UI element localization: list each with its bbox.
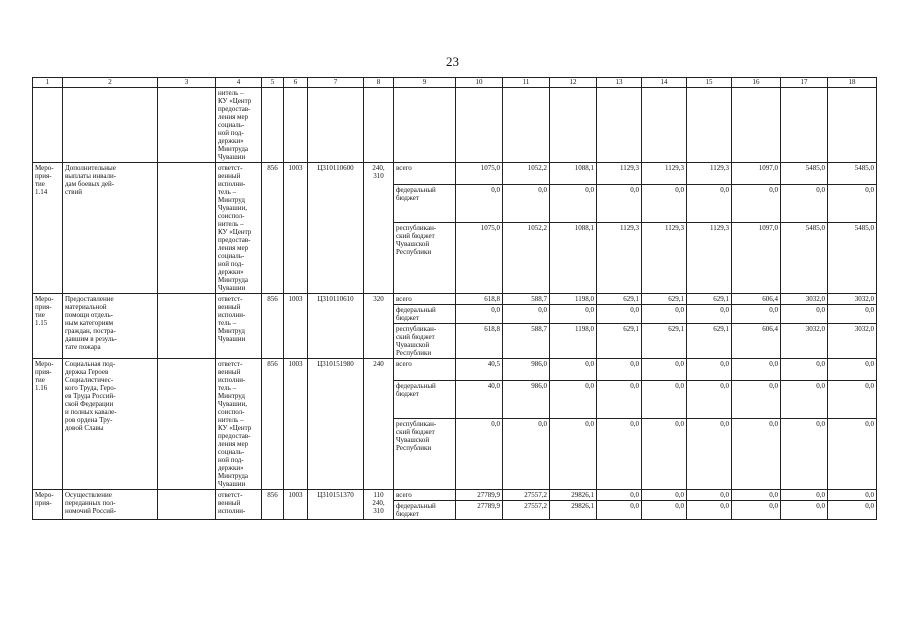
header-cell: 3 (158, 78, 216, 88)
header-cell: 5 (262, 78, 284, 88)
amount-cell: 27557,2 (503, 490, 550, 501)
amount-cell: 1129,3 (642, 223, 687, 294)
amount-cell: 0,0 (828, 419, 877, 490)
grbs-code: 856 (262, 490, 284, 520)
amount-cell: 629,1 (687, 324, 732, 359)
amount-cell: 0,0 (732, 419, 781, 490)
empty-cell (364, 88, 394, 163)
amount-cell: 27557,2 (503, 501, 550, 520)
rzpr-code: 1003 (284, 163, 308, 294)
amount-cell: 0,0 (828, 501, 877, 520)
amount-cell: 27789,9 (456, 490, 503, 501)
rzpr-code: 1003 (284, 294, 308, 359)
amount-cell: 3032,0 (781, 294, 828, 305)
amount-cell: 0,0 (550, 185, 597, 223)
amount-cell: 629,1 (642, 294, 687, 305)
funding-source: федеральный бюджет (394, 381, 456, 419)
amount-cell: 5485,0 (828, 163, 877, 185)
amount-cell: 1052,2 (503, 163, 550, 185)
header-cell: 13 (597, 78, 642, 88)
amount-cell: 0,0 (687, 185, 732, 223)
carry-over-row (33, 88, 877, 163)
funding-source: всего (394, 490, 456, 501)
header-cell: 10 (456, 78, 503, 88)
amount-cell: 0,0 (828, 381, 877, 419)
amount-cell: 0,0 (732, 490, 781, 501)
funding-source: федеральный бюджет (394, 305, 456, 324)
table-row (33, 294, 877, 305)
amount-cell: 0,0 (687, 381, 732, 419)
funding-source: всего (394, 294, 456, 305)
amount-cell: 0,0 (828, 305, 877, 324)
header-cell: 8 (364, 78, 394, 88)
csr-code: Ц310110610 (308, 294, 364, 359)
measure-name: Социальная под- держка Героев Социалистичес- кого Труда, Геро- ев Труда Россий- ской Федерации и полных кавале- ров ордена Тру- довой Славы (63, 359, 158, 490)
measure-label: Меро- прия- (33, 490, 63, 520)
amount-cell: 0,0 (687, 501, 732, 520)
amount-cell: 29826,1 (550, 490, 597, 501)
executor-cell: ответст- венный исполни- тель – Минтруд Чувашии, соиспол- нитель – КУ «Центр предостав- ления мер социаль- ной под- держки» Минтруда Чувашии (216, 163, 262, 294)
amount-cell: 3032,0 (828, 324, 877, 359)
amount-cell: 0,0 (732, 501, 781, 520)
header-cell: 11 (503, 78, 550, 88)
amount-cell: 0,0 (642, 501, 687, 520)
amount-cell: 1198,0 (550, 324, 597, 359)
rzpr-code: 1003 (284, 359, 308, 490)
amount-cell: 0,0 (687, 305, 732, 324)
amount-cell: 0,0 (642, 490, 687, 501)
amount-cell: 1075,0 (456, 163, 503, 185)
empty-cell (781, 88, 828, 163)
amount-cell: 1129,3 (687, 223, 732, 294)
header-cell: 17 (781, 78, 828, 88)
amount-cell: 0,0 (503, 305, 550, 324)
amount-cell: 0,0 (687, 359, 732, 381)
funding-source: республикан- ский бюджет Чувашской Республики (394, 223, 456, 294)
amount-cell: 1075,0 (456, 223, 503, 294)
amount-cell: 0,0 (550, 305, 597, 324)
executor-cell: ответст- венный исполни- (216, 490, 262, 520)
vr-code: 320 (364, 294, 394, 359)
executor-cell: ответст- венный исполни- тель – Минтруд Чувашии, соиспол- нитель – КУ «Центр предостав- ления мер социаль- ной под- держки» Минтруда Чувашии (216, 359, 262, 490)
amount-cell: 0,0 (732, 305, 781, 324)
amount-cell: 629,1 (597, 324, 642, 359)
amount-cell: 1129,3 (642, 163, 687, 185)
vr-code: 240 (364, 359, 394, 490)
amount-cell: 0,0 (597, 359, 642, 381)
amount-cell: 0,0 (642, 419, 687, 490)
amount-cell: 629,1 (597, 294, 642, 305)
amount-cell: 0,0 (550, 419, 597, 490)
amount-cell: 0,0 (597, 419, 642, 490)
empty-cell (456, 88, 503, 163)
amount-cell: 5485,0 (781, 223, 828, 294)
amount-cell: 0,0 (732, 359, 781, 381)
amount-cell: 0,0 (503, 185, 550, 223)
funding-source: республикан- ский бюджет Чувашской Республики (394, 324, 456, 359)
measure-name: Дополнительные выплаты инвали- дам боевых дей- ствий (63, 163, 158, 294)
amount-cell: 629,1 (642, 324, 687, 359)
amount-cell: 1052,2 (503, 223, 550, 294)
amount-cell: 0,0 (781, 305, 828, 324)
grbs-code: 856 (262, 359, 284, 490)
empty-cell (63, 88, 158, 163)
measure-name: Предоставление материальной помощи отдель- ным категориям граждан, постра- давшим в резуль- тате пожара (63, 294, 158, 359)
header-cell: 6 (284, 78, 308, 88)
empty-cell (828, 88, 877, 163)
header-cell: 9 (394, 78, 456, 88)
amount-cell: 1129,3 (597, 163, 642, 185)
amount-cell: 0,0 (828, 359, 877, 381)
header-cell: 12 (550, 78, 597, 88)
measure-name: Осуществление переданных пол- номочий Россий- (63, 490, 158, 520)
empty-cell (158, 88, 216, 163)
amount-cell: 40,5 (456, 359, 503, 381)
executor-cell: ответст- венный исполни- тель – Минтруд Чувашии (216, 294, 262, 359)
amount-cell: 0,0 (550, 359, 597, 381)
amount-cell: 1129,3 (687, 163, 732, 185)
header-cell: 18 (828, 78, 877, 88)
grbs-code: 856 (262, 163, 284, 294)
rzpr-code: 1003 (284, 490, 308, 520)
amount-cell: 606,4 (732, 324, 781, 359)
empty-cell (503, 88, 550, 163)
empty-cell (284, 88, 308, 163)
amount-cell: 0,0 (732, 185, 781, 223)
amount-cell: 0,0 (781, 419, 828, 490)
header-cell: 14 (642, 78, 687, 88)
empty-cell (394, 88, 456, 163)
empty-cell (732, 88, 781, 163)
amount-cell: 0,0 (781, 359, 828, 381)
amount-cell: 0,0 (642, 359, 687, 381)
amount-cell: 606,4 (732, 294, 781, 305)
amount-cell: 5485,0 (828, 223, 877, 294)
amount-cell: 5485,0 (781, 163, 828, 185)
amount-cell: 0,0 (642, 305, 687, 324)
amount-cell: 0,0 (642, 381, 687, 419)
amount-cell: 0,0 (456, 185, 503, 223)
amount-cell: 0,0 (456, 419, 503, 490)
amount-cell: 0,0 (781, 490, 828, 501)
measure-label: Меро- прия- тие 1.16 (33, 359, 63, 490)
header-cell: 2 (63, 78, 158, 88)
empty-cell (158, 490, 216, 520)
header-cell: 4 (216, 78, 262, 88)
empty-cell (550, 88, 597, 163)
amount-cell: 986,0 (503, 381, 550, 419)
empty-cell (158, 163, 216, 294)
funding-source: федеральный бюджет (394, 501, 456, 520)
header-cell: 1 (33, 78, 63, 88)
table-row (33, 490, 877, 501)
funding-source: всего (394, 359, 456, 381)
amount-cell: 588,7 (503, 294, 550, 305)
amount-cell: 986,0 (503, 359, 550, 381)
csr-code: Ц310151370 (308, 490, 364, 520)
empty-cell (687, 88, 732, 163)
amount-cell: 0,0 (781, 185, 828, 223)
amount-cell: 0,0 (597, 381, 642, 419)
csr-code: Ц310110600 (308, 163, 364, 294)
amount-cell: 1198,0 (550, 294, 597, 305)
empty-cell (158, 359, 216, 490)
amount-cell: 618,8 (456, 324, 503, 359)
csr-code: Ц310151980 (308, 359, 364, 490)
grbs-code: 856 (262, 294, 284, 359)
empty-cell (262, 88, 284, 163)
table-row (33, 359, 877, 381)
amount-cell: 0,0 (828, 185, 877, 223)
table-row (33, 163, 877, 185)
budget-table (32, 77, 877, 520)
amount-cell: 1129,3 (597, 223, 642, 294)
amount-cell: 0,0 (828, 490, 877, 501)
funding-source: федеральный бюджет (394, 185, 456, 223)
header-cell: 7 (308, 78, 364, 88)
header-cell: 16 (732, 78, 781, 88)
amount-cell: 0,0 (781, 381, 828, 419)
empty-cell (642, 88, 687, 163)
amount-cell: 1088,1 (550, 163, 597, 185)
vr-code: 110 240, 310 (364, 490, 394, 520)
funding-source: всего (394, 163, 456, 185)
amount-cell: 0,0 (732, 381, 781, 419)
amount-cell: 29826,1 (550, 501, 597, 520)
amount-cell: 27789,9 (456, 501, 503, 520)
amount-cell: 629,1 (687, 294, 732, 305)
amount-cell: 0,0 (687, 490, 732, 501)
measure-label: Меро- прия- тие 1.15 (33, 294, 63, 359)
amount-cell: 1088,1 (550, 223, 597, 294)
amount-cell: 0,0 (456, 305, 503, 324)
empty-cell (158, 294, 216, 359)
amount-cell: 1097,0 (732, 163, 781, 185)
executor-cell: нитель – КУ «Центр предостав- ления мер социаль- ной под- держки» Минтруда Чувашии (216, 88, 262, 163)
amount-cell: 0,0 (597, 501, 642, 520)
amount-cell: 0,0 (687, 419, 732, 490)
page-number: 23 (446, 54, 459, 69)
amount-cell: 0,0 (781, 501, 828, 520)
amount-cell: 1097,0 (732, 223, 781, 294)
amount-cell: 0,0 (550, 381, 597, 419)
amount-cell: 3032,0 (781, 324, 828, 359)
amount-cell: 0,0 (597, 490, 642, 501)
amount-cell: 618,8 (456, 294, 503, 305)
measure-label: Меро- прия- тие 1.14 (33, 163, 63, 294)
amount-cell: 0,0 (642, 185, 687, 223)
header-cell: 15 (687, 78, 732, 88)
vr-code: 240, 310 (364, 163, 394, 294)
amount-cell: 588,7 (503, 324, 550, 359)
empty-cell (597, 88, 642, 163)
amount-cell: 3032,0 (828, 294, 877, 305)
empty-cell (308, 88, 364, 163)
empty-cell (33, 88, 63, 163)
amount-cell: 0,0 (597, 305, 642, 324)
amount-cell: 0,0 (597, 185, 642, 223)
amount-cell: 0,0 (503, 419, 550, 490)
funding-source: республикан- ский бюджет Чувашской Республики (394, 419, 456, 490)
header-row (33, 78, 877, 88)
amount-cell: 40,0 (456, 381, 503, 419)
